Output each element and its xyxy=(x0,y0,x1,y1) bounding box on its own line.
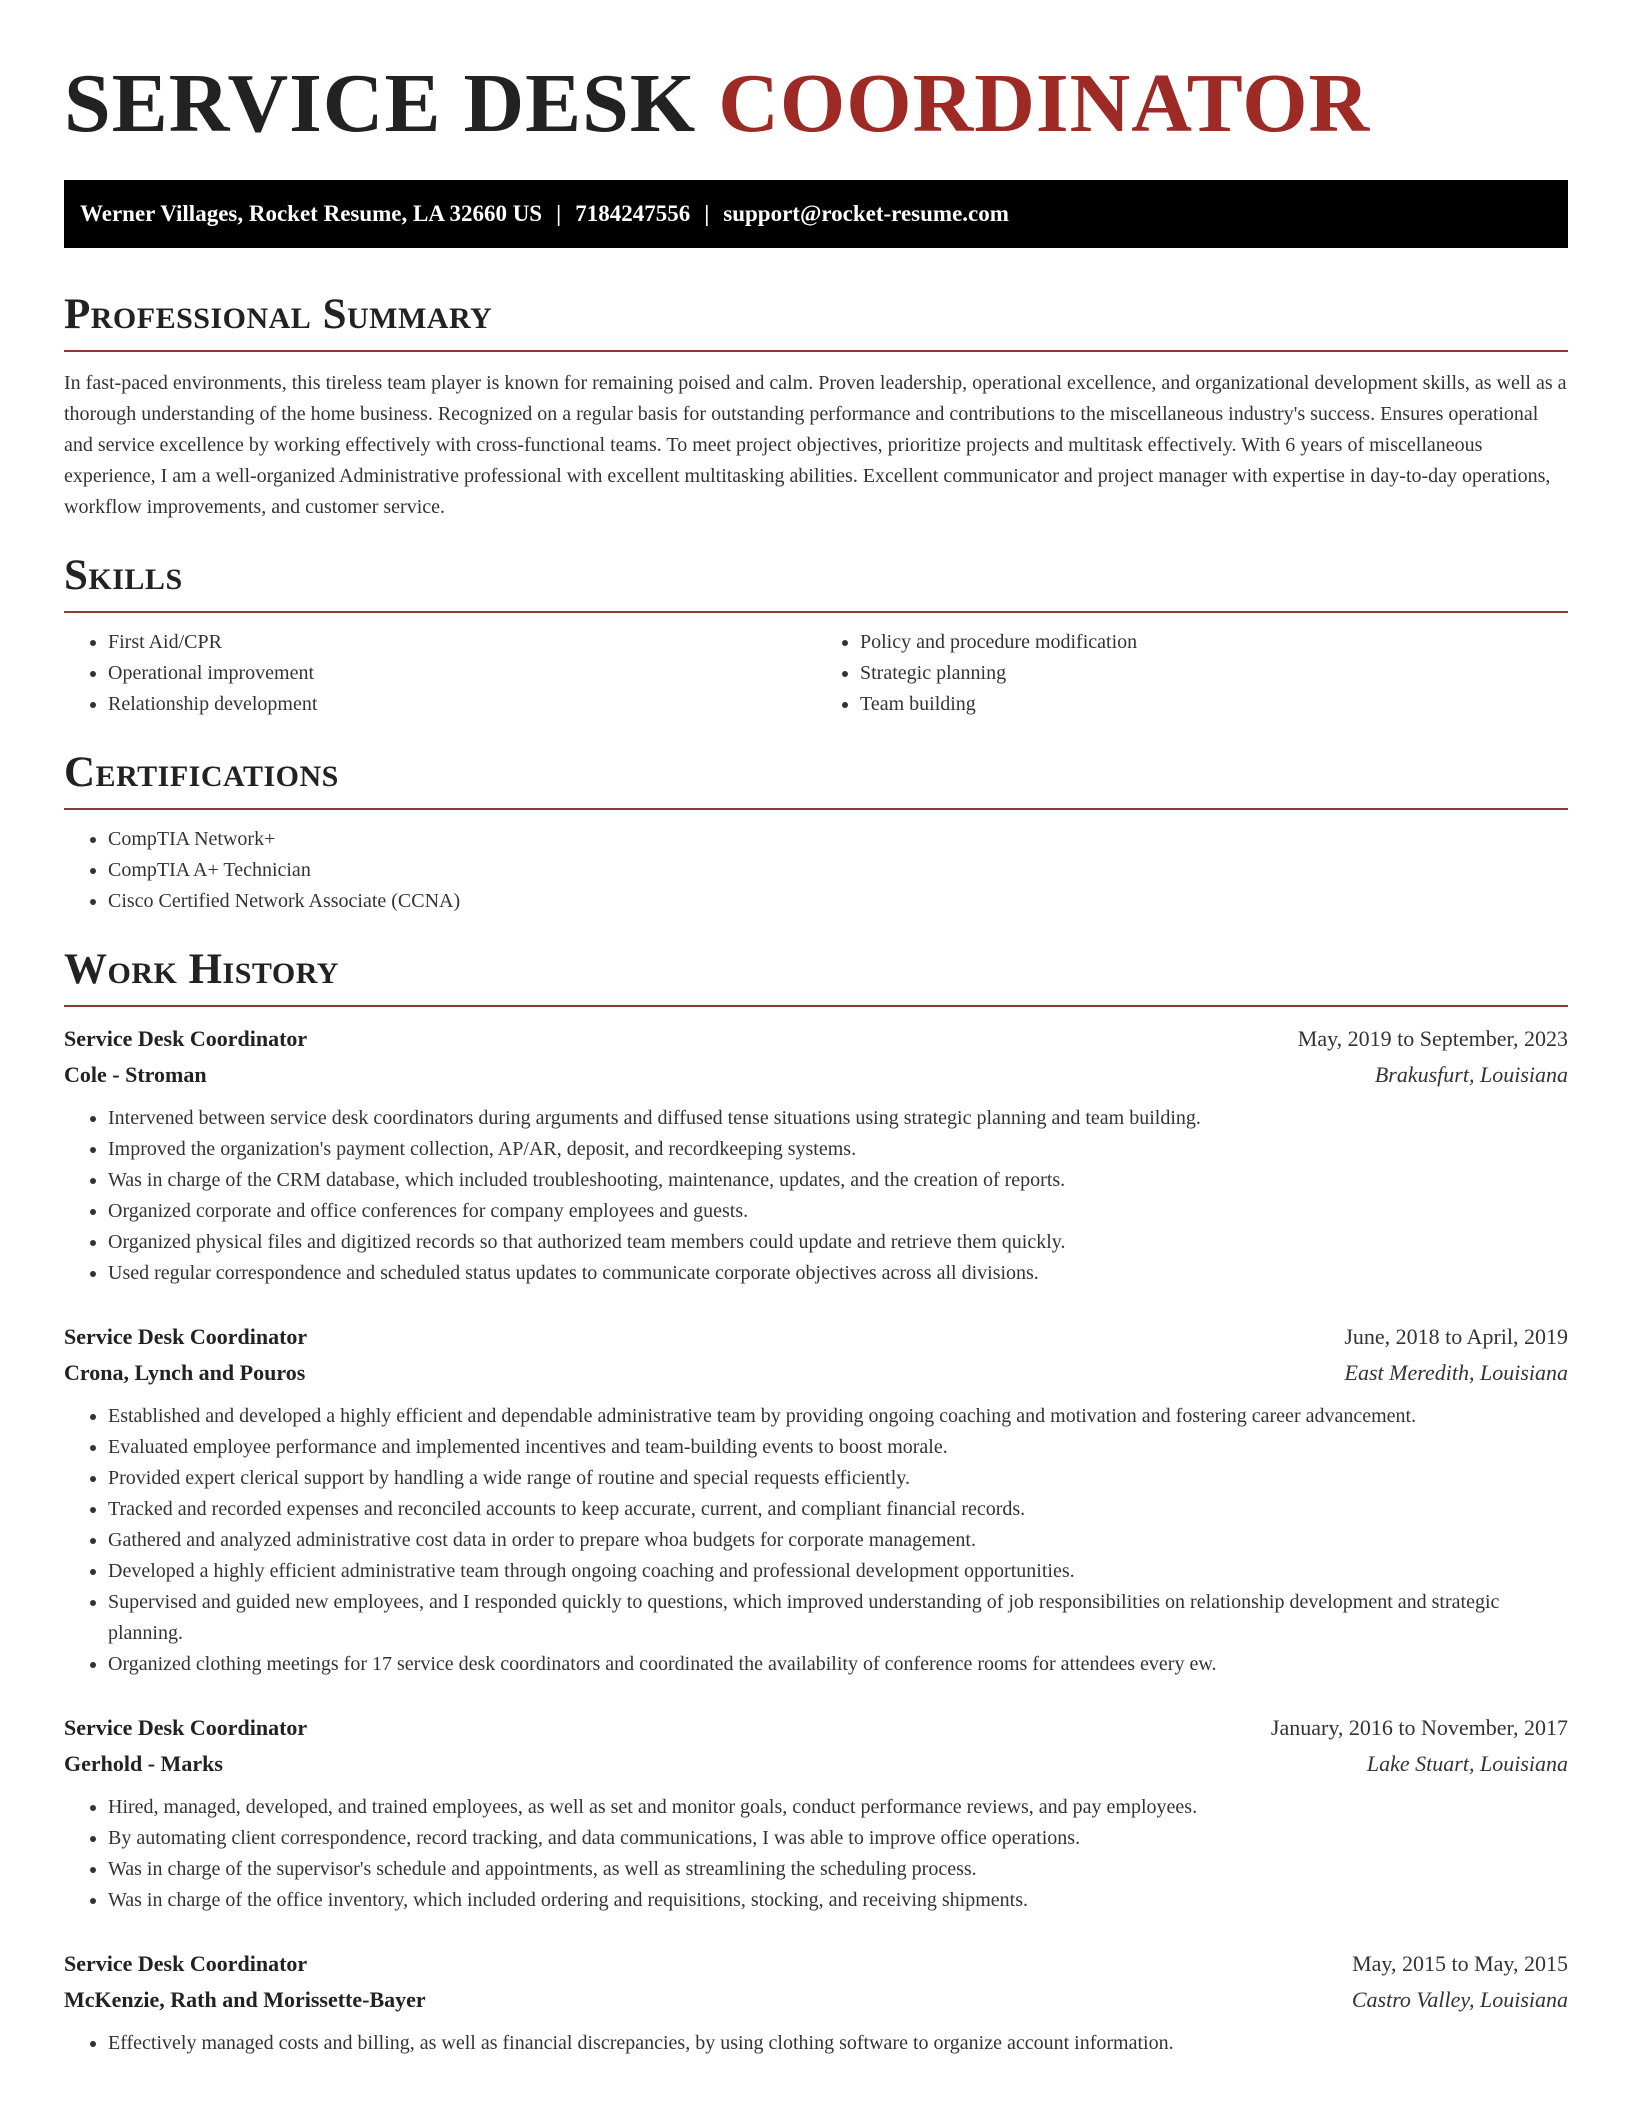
job-bullet: • Organized corporate and office conferences for company employees and guests. xyxy=(108,1196,1568,1227)
skill-item: • Strategic planning xyxy=(860,658,1568,689)
certification-item: • Cisco Certified Network Associate (CCNA) xyxy=(108,886,1568,917)
job-dates: May, 2019 to September, 2023 xyxy=(1297,1026,1568,1051)
job-header-row xyxy=(64,1946,1568,1982)
job-company-row xyxy=(64,1746,1568,1782)
job-location: Castro Valley, Louisiana xyxy=(1351,1987,1568,2012)
contact-separator: | xyxy=(704,201,710,226)
job-title: Service Desk Coordinator xyxy=(64,1324,308,1349)
summary-section xyxy=(64,290,1568,523)
job-company: Gerhold - Marks xyxy=(64,1751,223,1776)
skill-item: • Policy and procedure modification xyxy=(860,627,1568,658)
contact-phone: 7184247556 xyxy=(575,201,691,226)
contact-email[interactable]: support@rocket-resume.com xyxy=(723,201,1009,226)
job-company-row xyxy=(64,1355,1568,1391)
job-bullets xyxy=(64,1792,1568,1916)
job-bullet: • Supervised and guided new employees, and I responded quickly to questions, which improved understanding of job responsibilities on relationship development and strategic planning. xyxy=(108,1587,1568,1649)
contact-separator: | xyxy=(556,201,562,226)
job-company-row xyxy=(64,1982,1568,2018)
skill-item: • Operational improvement xyxy=(108,658,816,689)
summary-heading: Professional Summary xyxy=(64,291,493,338)
job-header-row xyxy=(64,1710,1568,1746)
title-part-2: COORDINATOR xyxy=(718,57,1371,150)
job-entry xyxy=(64,1319,1568,1680)
certification-item: • CompTIA Network+ xyxy=(108,824,1568,855)
job-title: Service Desk Coordinator xyxy=(64,1951,308,1976)
job-bullet: • Developed a highly efficient administrative team through ongoing coaching and professional development opportunities. xyxy=(108,1556,1568,1587)
contact-address: Werner Villages, Rocket Resume, LA 32660 US xyxy=(80,201,543,226)
job-bullet: • Was in charge of the supervisor's schedule and appointments, as well as streamlining the scheduling process. xyxy=(108,1854,1568,1885)
contact-bar xyxy=(64,180,1568,248)
job-bullet: • Gathered and analyzed administrative cost data in order to prepare whoa budgets for corporate management. xyxy=(108,1525,1568,1556)
work-history-section xyxy=(64,945,1568,2059)
skills-heading: Skills xyxy=(64,552,183,599)
job-bullet: • Tracked and recorded expenses and reconciled accounts to keep accurate, current, and compliant financial records. xyxy=(108,1494,1568,1525)
certification-item: • CompTIA A+ Technician xyxy=(108,855,1568,886)
job-bullet: • Was in charge of the CRM database, which included troubleshooting, maintenance, updates, and the creation of reports. xyxy=(108,1165,1568,1196)
job-location: East Meredith, Louisiana xyxy=(1344,1360,1568,1385)
job-bullet: • Used regular correspondence and scheduled status updates to communicate corporate objectives across all divisions. xyxy=(108,1258,1568,1289)
job-header-row xyxy=(64,1319,1568,1355)
job-company-row xyxy=(64,1057,1568,1093)
job-bullet: • Organized physical files and digitized records so that authorized team members could update and retrieve them quickly. xyxy=(108,1227,1568,1258)
skill-item: • Relationship development xyxy=(108,689,816,720)
job-title: Service Desk Coordinator xyxy=(64,1026,308,1051)
job-dates: June, 2018 to April, 2019 xyxy=(1344,1324,1568,1349)
skill-item: • First Aid/CPR xyxy=(108,627,816,658)
resume-page xyxy=(64,0,1568,2059)
section-divider xyxy=(64,808,1568,810)
certifications-section xyxy=(64,748,1568,917)
work-history-heading: Work History xyxy=(64,946,339,993)
job-bullet: • Evaluated employee performance and implemented incentives and team-building events to boost morale. xyxy=(108,1432,1568,1463)
job-bullet: • Was in charge of the office inventory, which included ordering and requisitions, stocking, and receiving shipments. xyxy=(108,1885,1568,1916)
job-location: Brakusfurt, Louisiana xyxy=(1374,1062,1568,1087)
job-company: Crona, Lynch and Pouros xyxy=(64,1360,306,1385)
job-title: Service Desk Coordinator xyxy=(64,1715,308,1740)
job-bullet: • Established and developed a highly efficient and dependable administrative team by providing ongoing coaching and motivation and fostering career advancement. xyxy=(108,1401,1568,1432)
job-company: Cole - Stroman xyxy=(64,1062,207,1087)
skills-list-right xyxy=(816,627,1568,720)
skill-item: • Team building xyxy=(860,689,1568,720)
summary-text: In fast-paced environments, this tireless team player is known for remaining poised and calm. Proven leadership, operational excellence, and organizational development skills, as well as a thorough understanding of the home business. Recognized on a regular basis for outstanding performance and contributions to the miscellaneous industry's success. Ensures operational and service excellence by working effectively with cross-functional teams. To meet project objectives, prioritize projects and multitask effectively. With 6 years of miscellaneous experience, I am a well-organized Administrative professional with excellent multitasking abilities. Excellent communicator and project manager with expertise in day-to-day operations, workflow improvements, and customer service. xyxy=(64,372,1567,518)
job-header-row xyxy=(64,1021,1568,1057)
skills-list-left xyxy=(64,627,816,720)
job-dates: January, 2016 to November, 2017 xyxy=(1270,1715,1568,1740)
job-bullet: • Intervened between service desk coordinators during arguments and diffused tense situations using strategic planning and team building. xyxy=(108,1103,1568,1134)
section-divider xyxy=(64,1005,1568,1007)
title-part-1: SERVICE DESK xyxy=(64,57,697,150)
job-company: McKenzie, Rath and Morissette-Bayer xyxy=(64,1987,426,2012)
job-bullet: • Hired, managed, developed, and trained employees, as well as set and monitor goals, conduct performance reviews, and pay employees. xyxy=(108,1792,1568,1823)
job-entry xyxy=(64,1710,1568,1916)
job-bullets xyxy=(64,1401,1568,1680)
job-bullets xyxy=(64,2028,1568,2059)
section-divider xyxy=(64,611,1568,613)
job-bullet: • Provided expert clerical support by handling a wide range of routine and special requests efficiently. xyxy=(108,1463,1568,1494)
page-title xyxy=(64,0,1568,152)
job-entry xyxy=(64,1021,1568,1289)
skills-grid xyxy=(64,627,1568,720)
section-divider xyxy=(64,350,1568,352)
job-bullet: • Organized clothing meetings for 17 service desk coordinators and coordinated the availability of conference rooms for attendees every ew. xyxy=(108,1649,1568,1680)
job-dates: May, 2015 to May, 2015 xyxy=(1352,1951,1568,1976)
job-entry xyxy=(64,1946,1568,2059)
certifications-list xyxy=(64,824,1568,917)
job-location: Lake Stuart, Louisiana xyxy=(1366,1751,1568,1776)
certifications-heading: Certifications xyxy=(64,749,339,796)
job-bullet: • Improved the organization's payment collection, AP/AR, deposit, and recordkeeping systems. xyxy=(108,1134,1568,1165)
job-bullet: • Effectively managed costs and billing, as well as financial discrepancies, by using clothing software to organize account information. xyxy=(108,2028,1568,2059)
job-bullets xyxy=(64,1103,1568,1289)
skills-section xyxy=(64,551,1568,720)
job-bullet: • By automating client correspondence, record tracking, and data communications, I was able to improve office operations. xyxy=(108,1823,1568,1854)
